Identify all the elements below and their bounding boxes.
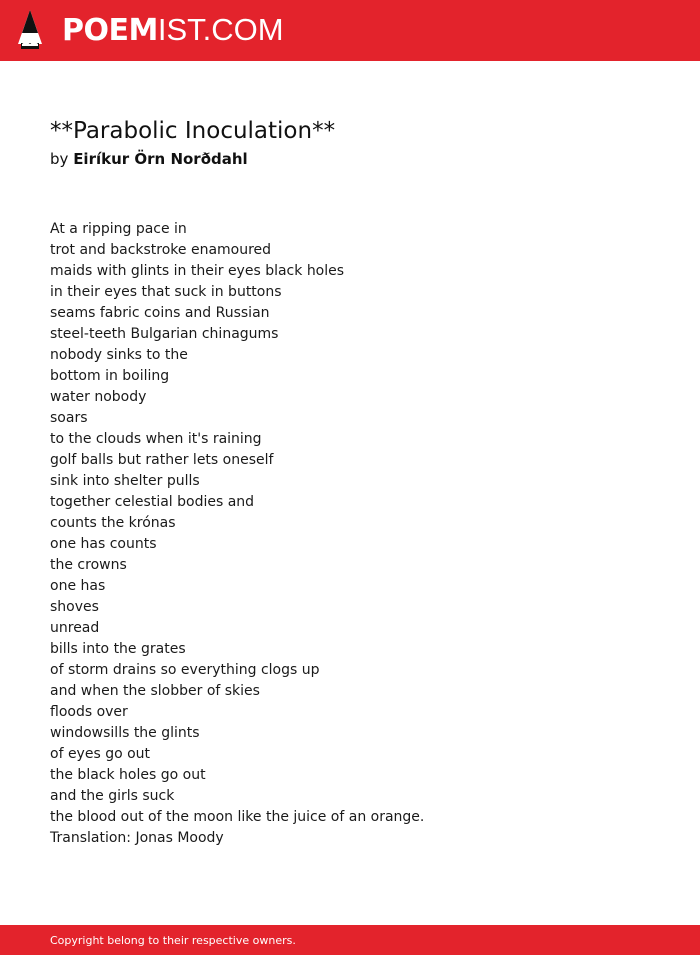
poem-line: in their eyes that suck in buttons [50,284,282,300]
brand-light: IST.COM [157,12,284,47]
poem-line: bills into the grates [50,641,186,657]
poem-line: water nobody [50,389,147,405]
poem-line: the crowns [50,557,127,573]
poem-line: one has [50,578,106,594]
poem-line: the blood out of the moon like the juice of an orange. [50,809,425,825]
poem-line: steel-teeth Bulgarian chinagums [50,326,279,342]
author-name: Eiríkur Örn Norðdahl [73,150,248,168]
poem-line: maids with glints in their eyes black holes [50,263,345,279]
poem-line: Translation: Jonas Moody [50,830,224,846]
poem-line: the black holes go out [50,767,206,783]
poem-line: sink into shelter pulls [50,473,200,489]
brand-bold: POEM [62,13,158,48]
poem-line: to the clouds when it's raining [50,431,262,447]
site-logo-text[interactable] [62,12,284,48]
pencil-logo-icon[interactable] [18,10,42,51]
byline [50,149,248,169]
poem-body [50,219,424,849]
poem-line: At a ripping pace in [50,221,187,237]
poem-line: of eyes go out [50,746,151,762]
poem-line: floods over [50,704,128,720]
poem-line: shoves [50,599,99,615]
poem-line: counts the krónas [50,515,176,531]
poem-line: seams fabric coins and Russian [50,305,270,321]
copyright-text: Copyright belong to their respective owners. [50,934,296,947]
poem-line: nobody sinks to the [50,347,188,363]
poem-line: together celestial bodies and [50,494,255,510]
site-footer [0,925,700,955]
poem-line: and when the slobber of skies [50,683,260,699]
poem-line: and the girls suck [50,788,175,804]
poem-line: golf balls but rather lets oneself [50,452,274,468]
by-label: by [50,150,69,168]
poem-title: **Parabolic Inoculation** [50,118,336,144]
poem-line: windowsills the glints [50,725,200,741]
poem-line: unread [50,620,100,636]
poem-line: soars [50,410,88,426]
site-header [0,0,700,61]
poem-line: of storm drains so everything clogs up [50,662,320,678]
poem-line: bottom in boiling [50,368,170,384]
poem-line: one has counts [50,536,157,552]
poem-line: trot and backstroke enamoured [50,242,272,258]
